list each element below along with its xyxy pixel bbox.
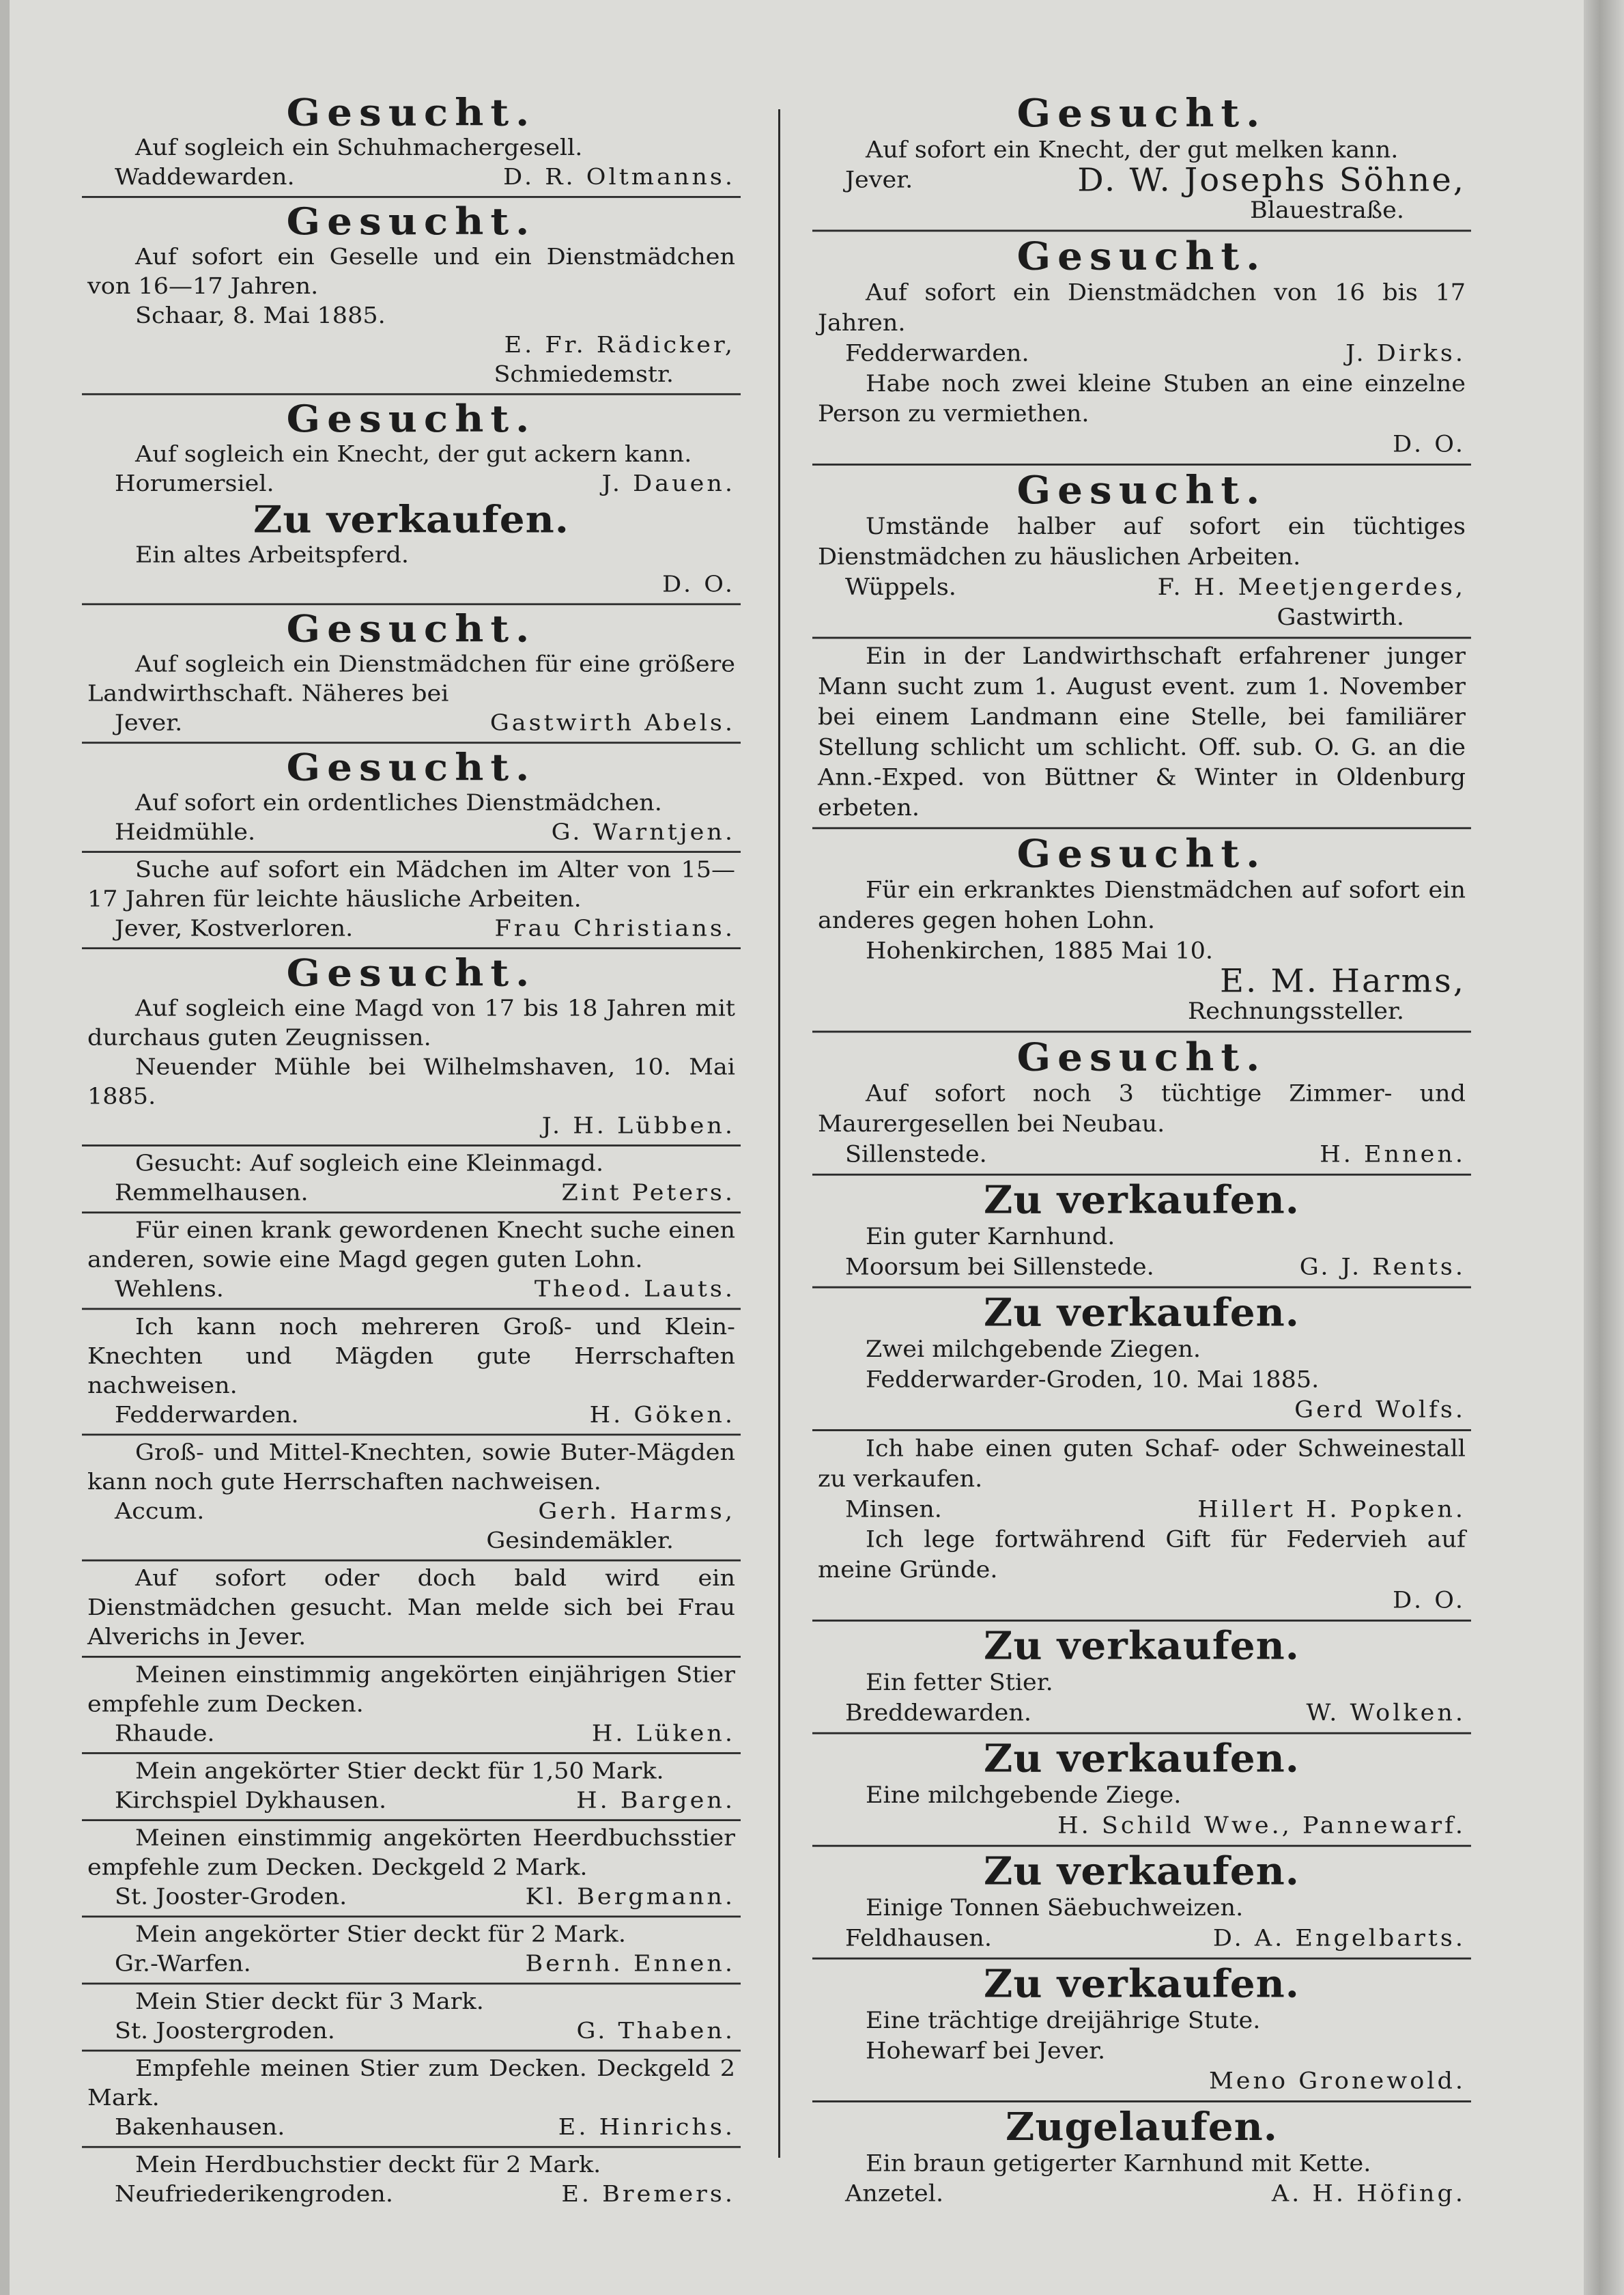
ad-text: Meinen einstimmig angekörten Heerdbuchsstier empfehle zum Decken. Deckgeld 2 Mark. [87,1825,735,1881]
advertisement [812,1734,1471,1847]
advertisement [82,744,741,853]
ad-advertiser: Hillert H. Popken. [1197,1496,1466,1523]
ad-heading: Zu verkaufen. [983,1177,1300,1223]
ad-place: Horumersiel. [115,470,274,497]
advertisement [82,605,741,744]
ad-signature [818,1395,1466,1425]
ad-text: Ich habe einen guten Schaf- oder Schweinestall zu verkaufen. [818,1435,1466,1493]
ad-advertiser: J. H. Lübben. [541,1113,735,1139]
ad-text: Mein Stier deckt für 3 Mark. [135,1988,484,2015]
ad-place: Breddewarden. [845,1700,1032,1727]
ad-heading: Gesucht. [286,607,537,651]
ad-advertiser: G. Thaben. [576,2018,735,2044]
ad-advertiser: Kl. Bergmann. [525,1884,735,1910]
ad-place: Wehlens. [115,1276,224,1303]
ad-place: Fedderwarden. [115,1402,299,1428]
ad-signature [818,1140,1466,1170]
page-left-edge [0,0,10,2295]
ad-heading: Gesucht. [286,951,537,995]
advertisement [812,231,1471,465]
ad-place: Sillenstede. [845,1141,987,1168]
advertisement [82,1435,741,1561]
ad-advertiser-title: Blauestraße. [1250,197,1404,224]
advertisement [82,1754,741,1821]
ad-text: Auf sofort ein Knecht, der gut melken kann. [866,137,1399,164]
ad-heading: Zu verkaufen. [983,1623,1300,1669]
ad-signature [87,1949,735,1979]
advertisement [812,1032,1471,1175]
ad-signature [818,1586,1466,1616]
ad-signature [87,570,735,600]
advertisement [82,89,741,198]
ad-text: Einige Tonnen Säebuchweizen. [866,1895,1244,1921]
ad-place: Gr.-Warfen. [115,1951,251,1977]
ad-advertiser-title: Gastwirth. [1277,604,1404,631]
ad-place: Minsen. [845,1496,942,1523]
advertisement [812,89,1471,231]
ad-signature [87,709,735,738]
ad-advertiser: F. H. Meetjengerdes, [1157,574,1466,601]
ad-text: Auf sofort ein ordentliches Dienstmädchen. [135,790,662,816]
advertisement [82,1310,741,1435]
ad-text: Ein altes Arbeitspferd. [135,542,410,569]
ad-text: Ein fetter Stier. [866,1670,1053,1696]
ad-place: Feldhausen. [845,1925,992,1952]
ad-advertiser: Zint Peters. [561,1180,735,1206]
advertisement [82,2051,741,2148]
ad-heading: Zu verkaufen. [983,1736,1300,1782]
ad-signature [818,1252,1466,1282]
ad-signature [87,330,735,360]
ad-signature [818,430,1466,460]
ad-text: Auf sogleich eine Magd von 17 bis 18 Jahren mit durchaus guten Zeugnissen. [87,996,735,1051]
ad-signature [818,2179,1466,2209]
ad-advertiser: D. R. Oltmanns. [503,165,735,191]
ad-signature [87,1719,735,1748]
advertisement [82,1146,741,1213]
ad-heading: Gesucht. [1016,831,1267,876]
ad-place: Remmelhausen. [115,1180,309,1206]
ad-text: Auf sofort noch 3 tüchtige Zimmer- und Maurergesellen bei Neubau. [818,1080,1466,1138]
ad-advertiser: Gastwirth Abels. [489,710,735,736]
ad-advertiser: E. Bremers. [561,2182,735,2208]
ad-heading: Gesucht. [1016,90,1267,136]
ad-advertiser: H. Schild Wwe., Pannewarf. [1057,1812,1466,1840]
ad-text: Auf sogleich ein Knecht, der gut ackern kann. [135,441,692,468]
ad-place: Moorsum bei Sillenstede. [845,1254,1154,1281]
advertisement [812,638,1471,829]
ad-signature [87,469,735,498]
ad-place: Kirchspiel Dykhausen. [115,1788,387,1814]
ad-signature [87,1786,735,1816]
ad-signature [818,2066,1466,2096]
ad-advertiser: Gerd Wolfs. [1294,1396,1466,1424]
ad-text: Fedderwarder-Groden, 10. Mai 1885. [866,1366,1320,1394]
ad-text: Auf sofort oder doch bald wird ein Dienstmädchen gesucht. Man melde sich bei Frau Alverichs in Jever. [87,1566,735,1650]
ad-signature [87,1179,735,1208]
advertisement [82,395,741,606]
ad-place: Jever, Kostverloren. [115,916,354,942]
ad-text: Auf sofort ein Geselle und ein Dienstmädchen von 16—17 Jahren. [87,244,735,300]
ad-advertiser: Meno Gronewold. [1208,2068,1466,2095]
advertisement [812,1847,1471,1960]
ad-advertiser-title: Gesindemäkler. [486,1527,674,1554]
ad-text: Ich kann noch mehreren Groß- und Klein-Knechten und Mägden gute Herrschaften nachweisen. [87,1314,735,1399]
advertisement [82,198,741,395]
page-right-edge [1584,0,1624,2295]
ad-advertiser: H. Göken. [589,1402,735,1428]
ad-heading: Zu verkaufen. [253,498,569,541]
ad-heading: Zu verkaufen. [983,1290,1300,1336]
ad-text: Mein angekörter Stier deckt für 2 Mark. [135,1921,627,1948]
ad-place: Jever. [845,167,913,194]
ad-signature [87,1112,735,1141]
advertisement [812,1622,1471,1734]
advertisement [812,466,1471,639]
ad-place: Accum. [115,1498,205,1525]
advertisement [82,1917,741,1984]
ad-advertiser-title: Schmiedemstr. [494,362,674,388]
ad-heading: Gesucht. [1016,1034,1267,1080]
ad-advertiser: E. Hinrichs. [558,2115,735,2141]
ad-advertiser: E. Fr. Rädicker, [504,333,735,358]
ad-place: Jever. [115,710,183,736]
ad-place: St. Jooster-Groden. [115,1884,347,1910]
ad-advertiser: Gerh. Harms, [538,1498,735,1525]
ad-heading: Gesucht. [286,199,537,244]
ad-text: Ein braun getigerter Karnhund mit Kette. [866,2150,1371,2177]
ad-signature [818,1811,1466,1841]
ad-advertiser: H. Lüken. [591,1721,735,1747]
ad-text: Für ein erkranktes Dienstmädchen auf sofort ein anderes gegen hohen Lohn. [818,877,1466,934]
ad-heading: Gesucht. [286,397,537,441]
ad-text: Auf sogleich ein Dienstmädchen für eine größere Landwirthschaft. Näheres bei [87,651,735,707]
ad-heading: Gesucht. [286,745,537,789]
ad-text: Eine trächtige dreijährige Stute. [866,2008,1261,2034]
column-divider [778,109,780,2158]
ad-heading: Gesucht. [286,90,537,135]
ad-text: Eine milchgebende Ziege. [866,1782,1182,1809]
ad-place: Anzetel. [845,2180,944,2208]
ad-signature [87,163,735,192]
ad-place: Waddewarden. [115,165,295,191]
ad-heading: Zugelaufen. [1006,2104,1278,2150]
ad-advertiser: D. O. [1393,431,1466,458]
ad-signature [818,162,1466,199]
ad-advertiser: J. Dauen. [601,470,735,497]
ad-advertiser: D. O. [1393,1587,1466,1614]
ad-advertiser: D. O. [662,572,735,598]
ad-advertiser: J. Dirks. [1345,340,1466,367]
ad-text: Groß- und Mittel-Knechten, sowie Buter-Mägden kann noch gute Herrschaften nachweisen. [87,1439,735,1495]
ad-text: Für einen krank gewordenen Knecht suche einen anderen, sowie eine Magd gegen guten Lohn. [87,1217,735,1273]
ad-signature [87,1400,735,1430]
ad-advertiser: Theod. Lauts. [534,1276,735,1303]
advertisement [812,2102,1471,2213]
ad-signature [818,1495,1466,1525]
ad-text: Ein guter Karnhund. [866,1224,1115,1250]
ad-advertiser: E. M. Harms, [1219,963,1466,1000]
ad-text: Hohenkirchen, 1885 Mai 10. [866,938,1214,965]
ad-signature [818,572,1466,602]
ad-advertiser: W. Wolken. [1306,1700,1466,1727]
ad-advertiser: D. W. Josephs Söhne, [1077,162,1466,199]
ad-advertiser: G. Warntjen. [551,819,735,845]
ad-text: Hohewarf bei Jever. [866,2038,1106,2064]
advertisement [812,1289,1471,1431]
ad-signature [818,963,1466,1000]
ad-text: Mein angekörter Stier deckt für 1,50 Mark. [135,1758,664,1784]
ad-advertiser: H. Ennen. [1320,1141,1466,1168]
ad-heading: Zu verkaufen. [983,1961,1300,2007]
ad-text: Neuender Mühle bei Wilhelmshaven, 10. Mai 1885. [87,1054,735,1110]
advertisement [82,1984,741,2051]
ad-text: Meinen einstimmig angekörten einjährigen Stier empfehle zum Decken. [87,1662,735,1717]
ad-place: Bakenhausen. [115,2115,285,2141]
ad-heading: Zu verkaufen. [983,1848,1300,1894]
ad-signature [818,1924,1466,1954]
advertisement [812,1176,1471,1289]
advertisement [82,1562,741,1658]
advertisement [82,1658,741,1754]
ad-text: Ein in der Landwirthschaft erfahrener junger Mann sucht zum 1. August event. zum 1. November bei einem Landmann eine Stelle, bei familiärer Stellung schlicht um schlicht. Off. sub. O. G. an die Ann.-Exped. von Büttner & Winter in Oldenburg erbeten. [818,643,1466,821]
left-column [82,89,741,2213]
ad-advertiser: A. H. Höfing. [1271,2180,1466,2208]
ad-place: St. Joostergroden. [115,2018,335,2044]
advertisement [82,949,741,1146]
ad-text: Auf sofort ein Dienstmädchen von 16 bis 17 Jahren. [818,279,1466,337]
ad-advertiser: Bernh. Ennen. [525,1951,735,1977]
advertisement [82,1821,741,1917]
ad-signature [87,1497,735,1526]
ad-text: Habe noch zwei kleine Stuben an eine einzelne Person zu vermiethen. [818,370,1466,427]
ad-text: Ich lege fortwährend Gift für Federvieh auf meine Gründe. [818,1526,1466,1583]
right-column [812,89,1471,2213]
ad-signature [87,818,735,847]
ad-text: Suche auf sofort ein Mädchen im Alter von 15—17 Jahren für leichte häusliche Arbeiten. [87,857,735,912]
advertisement [82,2148,741,2213]
ad-text: Gesucht: Auf sogleich eine Kleinmagd. [135,1151,604,1177]
ad-signature [87,2180,735,2209]
ad-place: Fedderwarden. [845,340,1029,367]
ad-advertiser: H. Bargen. [576,1788,735,1814]
ad-signature [87,1275,735,1304]
ad-place: Neufriederikengroden. [115,2182,393,2208]
ad-advertiser: Frau Christians. [494,916,735,942]
ad-advertiser: D. A. Engelbarts. [1212,1925,1466,1952]
ad-text: Auf sogleich ein Schuhmachergesell. [135,135,583,161]
advertisement [82,853,741,949]
ad-signature [87,2113,735,2142]
ad-signature [818,339,1466,369]
ad-text: Mein Herdbuchstier deckt für 2 Mark. [135,2152,601,2178]
ad-place: Heidmühle. [115,819,256,845]
ad-advertiser-title: Rechnungssteller. [1187,998,1404,1025]
ad-heading: Gesucht. [1016,234,1267,279]
ad-text: Schaar, 8. Mai 1885. [135,303,386,329]
advertisement [812,829,1471,1032]
ad-signature [87,1883,735,1912]
advertisement [812,1431,1471,1622]
advertisement [82,1213,741,1310]
ad-signature [87,914,735,944]
ad-advertiser: G. J. Rents. [1299,1254,1466,1281]
ad-signature [87,2016,735,2046]
ad-text: Zwei milchgebende Ziegen. [866,1336,1201,1363]
ad-text: Umstände halber auf sofort ein tüchtiges Dienstmädchen zu häuslichen Arbeiten. [818,513,1466,571]
ad-place: Wüppels. [845,574,956,601]
ad-heading: Gesucht. [1016,467,1267,513]
advertisement [812,1960,1471,2102]
ad-text: Empfehle meinen Stier zum Decken. Deckgeld 2 Mark. [87,2056,735,2111]
ad-place: Rhaude. [115,1721,215,1747]
ad-signature [818,1698,1466,1728]
